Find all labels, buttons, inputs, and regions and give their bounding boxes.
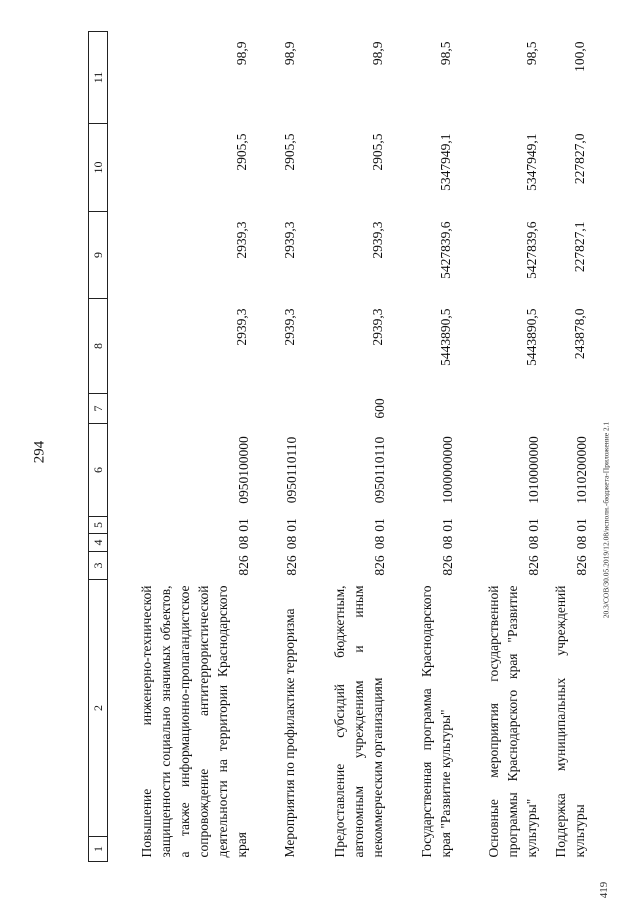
cell-value-9: 2939,3	[369, 221, 385, 259]
budget-table	[88, 31, 591, 862]
cell-value-8: 2939,3	[369, 308, 385, 346]
table-row	[253, 32, 301, 862]
cell-value-10: 2905,5	[281, 133, 297, 171]
header-cell: 4	[89, 534, 108, 552]
cell-value-8: 243878,0	[571, 308, 587, 360]
budget-table-container	[88, 32, 588, 862]
cell-value-10: 2905,5	[233, 133, 249, 171]
cell-code-7	[389, 394, 457, 424]
header-cell: 6	[89, 424, 108, 517]
cell-code-3: 826	[235, 555, 251, 576]
cell-code-5: 01	[525, 518, 541, 532]
cell-code-7	[457, 394, 543, 424]
cell-code-4: 08	[371, 535, 387, 550]
cell-value-10: 5347949,1	[523, 133, 539, 191]
cell-code-4: 08	[525, 535, 541, 550]
cell-value-9: 5427839,6	[523, 221, 539, 279]
cell-code-4: 08	[439, 535, 455, 550]
header-cell: 11	[89, 32, 108, 124]
cell-code-5: 01	[439, 518, 455, 532]
cell-code-3: 826	[439, 555, 455, 576]
header-row	[89, 32, 108, 862]
cell-value-11: 98,9	[369, 41, 385, 66]
cell-code-3: 826	[573, 555, 589, 576]
cell-code-3: 826	[525, 555, 541, 576]
cell-value-9: 5427839,6	[437, 221, 453, 279]
cell-code-4: 08	[283, 535, 299, 550]
cell-value-10: 227827,0	[571, 133, 587, 185]
cell-value-11: 100,0	[571, 41, 587, 72]
cell-value-9: 227827,1	[571, 221, 587, 273]
row-name: Повышение инженерно-технической защищенности социально значимых объектов, а также информационно-пропагандистское сопровождение антитеррористической деятельности на территории Краснодарского края	[138, 585, 249, 858]
header-cell: 1	[89, 837, 108, 862]
side-page-number: 419	[598, 881, 610, 899]
cell-value-9: 2939,3	[281, 221, 297, 259]
cell-value-11: 98,9	[233, 41, 249, 66]
table-row	[543, 32, 591, 862]
cell-code-4: 08	[235, 535, 251, 550]
table-row	[301, 32, 389, 862]
row-name: Предоставление субсидий бюджетным, автономным учреждениям и иным некоммерческим организациям	[331, 585, 385, 858]
cell-code-3: 826	[371, 555, 387, 576]
cell-value-8: 2939,3	[233, 308, 249, 346]
row-name: Мероприятия по профилактике терроризма	[281, 608, 297, 858]
header-cell: 7	[89, 394, 108, 424]
cell-code-3: 826	[283, 555, 299, 576]
cell-code-5: 01	[371, 518, 387, 532]
cell-code-6: 0950110110	[283, 436, 299, 504]
cell-code-7: 600	[371, 398, 387, 419]
table-row	[457, 32, 543, 862]
cell-value-9: 2939,3	[233, 221, 249, 259]
cell-code-7	[543, 394, 591, 424]
header-cell: 5	[89, 517, 108, 534]
cell-value-8: 5443890,5	[523, 308, 539, 366]
footer-note: 20.3/СОВ/30.05.2019/12.08/исполн.-бюджета-Приложение 2.1	[601, 421, 611, 619]
cell-value-11: 98,9	[281, 41, 297, 66]
table-row	[389, 32, 457, 862]
row-name: Поддержка муниципальных учреждений культуры	[552, 585, 587, 858]
header-cell: 8	[89, 299, 108, 394]
cell-code-4: 08	[573, 535, 589, 550]
cell-value-11: 98,5	[523, 41, 539, 66]
header-cell: 9	[89, 212, 108, 299]
cell-code-6: 1000000000	[439, 436, 455, 504]
cell-value-11: 98,5	[437, 41, 453, 66]
table-row	[108, 32, 253, 862]
cell-value-10: 2905,5	[369, 133, 385, 171]
row-name: Основные мероприятия государственной программы Краснодарского края "Развитие культуры"	[485, 585, 539, 858]
cell-code-7	[253, 394, 301, 424]
cell-value-8: 5443890,5	[437, 308, 453, 366]
cell-code-7	[108, 394, 253, 424]
cell-code-5: 01	[573, 518, 589, 532]
header-cell: 10	[89, 124, 108, 212]
cell-value-8: 2939,3	[281, 308, 297, 346]
cell-code-5: 01	[283, 518, 299, 532]
cell-code-6: 1010200000	[573, 436, 589, 504]
cell-code-6: 0950110110	[371, 436, 387, 504]
header-cell: 2	[89, 580, 108, 837]
row-name: Государственная программа Краснодарского края "Развитие культуры"	[418, 585, 453, 858]
cell-code-5: 01	[235, 518, 251, 532]
header-cell: 3	[89, 552, 108, 580]
page-number: 294	[31, 440, 48, 464]
cell-value-10: 5347949,1	[437, 133, 453, 191]
cell-code-6: 0950100000	[235, 436, 251, 504]
cell-code-6: 1010000000	[525, 436, 541, 504]
